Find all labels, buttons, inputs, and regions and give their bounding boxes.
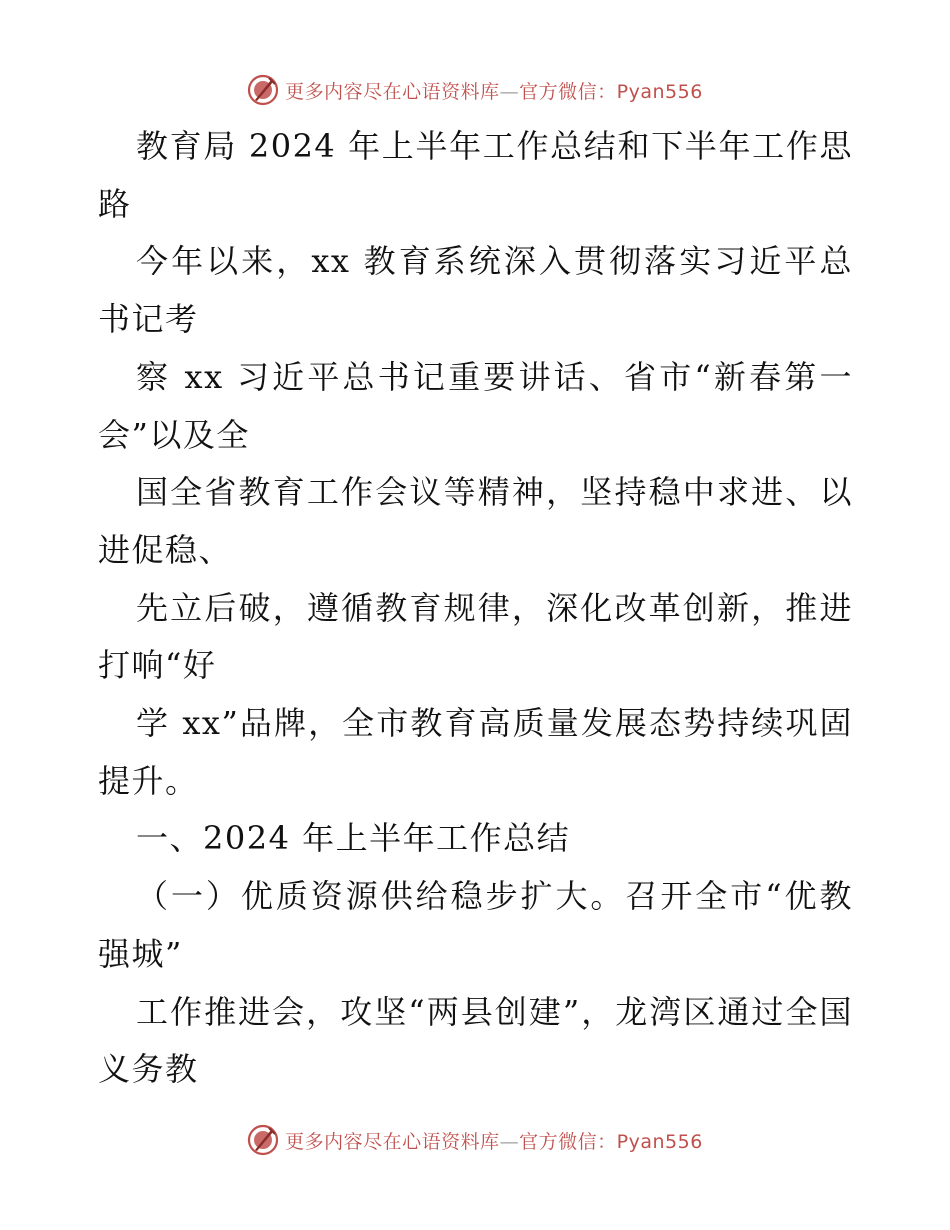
- header-banner: [0, 70, 950, 110]
- header-wechat-text: 官方微信：Pyan556: [519, 80, 703, 103]
- paragraph: 国全省教育工作会议等精神，坚持稳中求进、以进促稳、: [98, 473, 853, 569]
- footer-site-text: 更多内容尽在心语资料库: [285, 1130, 500, 1153]
- paragraph: 察 xx 习近平总书记重要讲话、省市“新春第一会”以及全: [98, 357, 853, 454]
- document-body: [98, 118, 853, 1099]
- header-site-text: 更多内容尽在心语资料库: [285, 80, 500, 103]
- paragraph: 先立后破，遵循教育规律，深化改革创新，推进打响“好: [98, 588, 853, 685]
- footer-banner: [0, 1120, 950, 1160]
- footer-wechat-text: 官方微信：Pyan556: [519, 1130, 703, 1153]
- paragraph: （一）优质资源供给稳步扩大。召开全市“优教强城”: [98, 877, 853, 973]
- header-banner-text: [285, 77, 703, 104]
- paragraph: 今年以来，xx 教育系统深入贯彻落实习近平总书记考: [98, 242, 853, 339]
- section-heading: 一、2024 年上半年工作总结: [136, 819, 571, 858]
- footer-separator: —: [499, 1130, 520, 1153]
- paragraph: 学 xx”品牌，全市教育高质量发展态势持续巩固提升。: [98, 704, 853, 800]
- document-title: 教育局 2024 年上半年工作总结和下半年工作思路: [98, 127, 853, 223]
- quill-logo-icon: [247, 1124, 279, 1156]
- header-separator: —: [499, 80, 520, 103]
- footer-banner-text: [285, 1127, 703, 1154]
- quill-logo-icon: [247, 74, 279, 106]
- paragraph: 工作推进会，攻坚“两县创建”，龙湾区通过全国义务教: [98, 992, 853, 1089]
